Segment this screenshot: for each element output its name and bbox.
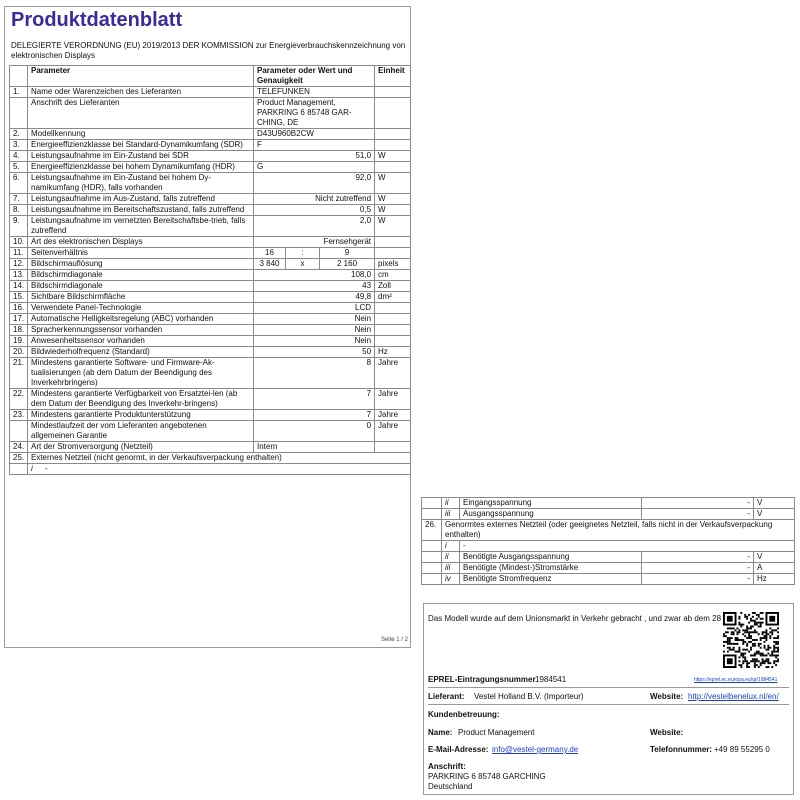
table-row	[10, 347, 411, 358]
row-unit	[375, 314, 411, 325]
row-value: 7	[254, 389, 375, 410]
row-unit	[375, 248, 411, 259]
row-number: 22.	[10, 389, 28, 410]
row-value: Nicht zutreffend	[254, 194, 375, 205]
row-label: Seitenverhältnis	[28, 248, 254, 259]
row-unit: Jahre	[375, 358, 411, 389]
address-label: Anschrift:	[428, 762, 466, 771]
row-unit	[375, 336, 411, 347]
row-value: 0,5	[254, 205, 375, 216]
row-value-1: 3 840	[254, 259, 286, 270]
row-unit: Jahre	[375, 389, 411, 410]
row-unit	[375, 237, 411, 248]
row-unit: W	[375, 151, 411, 162]
table-row	[10, 248, 411, 259]
row-label: Leistungsaufnahme im vernetzten Bereitschaftsbe-trieb, falls zutreffend	[28, 216, 254, 237]
row-number: 23.	[10, 410, 28, 421]
row-value: -	[45, 464, 48, 473]
row-label: Leistungsaufnahme im Aus-Zustand, falls zutreffend	[28, 194, 254, 205]
row-unit: W	[375, 173, 411, 194]
row-value: -	[642, 552, 754, 563]
table-row	[10, 421, 411, 442]
row-value: 50	[254, 347, 375, 358]
row-value: 43	[254, 281, 375, 292]
row-label: Benötigte Ausgangsspannung	[460, 552, 642, 563]
eprel-link[interactable]: https://eprel.ec.europa.eu/qr/1984541	[694, 677, 778, 683]
row-unit: Hz	[375, 347, 411, 358]
row-number: 26.	[422, 520, 442, 541]
table-row	[10, 442, 411, 453]
row-number: 19.	[10, 336, 28, 347]
row-unit: cm	[375, 270, 411, 281]
table-row	[10, 259, 411, 270]
row-number: 25.	[10, 453, 28, 464]
table-row	[10, 270, 411, 281]
row-unit: V	[754, 552, 795, 563]
row-label: Energieeffizienzklasse bei hohem Dynamikumfang (HDR)	[28, 162, 254, 173]
row-unit: W	[375, 216, 411, 237]
divider	[428, 704, 789, 705]
row-unit: pixels	[375, 259, 411, 270]
table-row	[10, 216, 411, 237]
market-date-text: Das Modell wurde auf dem Unionsmarkt in Verkehr gebracht , und zwar ab dem 28	[428, 614, 722, 623]
row-unit: A	[754, 563, 795, 574]
row-number: 24.	[10, 442, 28, 453]
row-number: 2.	[10, 129, 28, 140]
row-label: Energieeffizienzklasse bei Standard-Dynamikumfang (SDR)	[28, 140, 254, 151]
parameter-table	[9, 65, 411, 475]
roman-index: ii	[442, 552, 460, 563]
table-row	[10, 98, 411, 129]
row-label: Leistungsaufnahme im Ein-Zustand bei hohem Dy-namikumfang (HDR), falls vorhanden	[28, 173, 254, 194]
table-header	[10, 66, 411, 87]
row-number	[10, 421, 28, 442]
row-unit	[375, 162, 411, 173]
row-number: 9.	[10, 216, 28, 237]
power-supply-table	[421, 497, 795, 585]
row-value: F	[254, 140, 375, 151]
row-unit: dm²	[375, 292, 411, 303]
row-number: 13.	[10, 270, 28, 281]
row-number: 18.	[10, 325, 28, 336]
table-row	[10, 314, 411, 325]
table-row	[10, 129, 411, 140]
row-value: -	[460, 541, 795, 552]
row-value: 2,0	[254, 216, 375, 237]
table-row	[422, 520, 795, 541]
row-label: Spracherkennungssensor vorhanden	[28, 325, 254, 336]
row-value: D43U960B2CW	[254, 129, 375, 140]
row-value-1: 16	[254, 248, 286, 259]
page-title: Produktdatenblatt	[11, 9, 183, 31]
table-row	[10, 237, 411, 248]
divider	[428, 687, 789, 688]
qr-code-icon[interactable]	[723, 612, 779, 668]
datasheet-page-2	[421, 497, 794, 795]
row-value: Fernsehgerät	[254, 237, 375, 248]
roman-index: ii	[442, 498, 460, 509]
row-unit	[375, 129, 411, 140]
row-label: Externes Netzteil (nicht genormt, in der Verkaufsverpackung enthalten)	[28, 453, 411, 464]
table-row	[10, 336, 411, 347]
row-value: Nein	[254, 336, 375, 347]
table-row	[10, 410, 411, 421]
name-value: Product Management	[458, 728, 535, 737]
row-label: Sichtbare Bildschirmfläche	[28, 292, 254, 303]
regulation-subtitle: DELEGIERTE VERORDNUNG (EU) 2019/2013 DER KOMMISSION zur Energieverbrauchskennzeichnung von elektronischen Displays	[11, 41, 406, 60]
roman-index: iv	[442, 574, 460, 585]
row-number: 15.	[10, 292, 28, 303]
row-unit	[375, 140, 411, 151]
address-line-2: Deutschland	[428, 782, 473, 791]
table-row	[10, 140, 411, 151]
row-label: Bildwiederholfrequenz (Standard)	[28, 347, 254, 358]
table-row	[10, 389, 411, 410]
row-label: Bildschirmdiagonale	[28, 270, 254, 281]
website2-label: Website:	[650, 728, 684, 737]
row-value: 108,0	[254, 270, 375, 281]
row-label: Art des elektronischen Displays	[28, 237, 254, 248]
row-number: 5.	[10, 162, 28, 173]
row-unit: V	[754, 498, 795, 509]
page-number: Seite 1 / 2	[380, 637, 408, 643]
row-label: Benötigte (Mindest-)Stromstärke	[460, 563, 642, 574]
row-label: Bildschirmauflösung	[28, 259, 254, 270]
row-value-2: 2 160	[320, 259, 375, 270]
eprel-label: EPREL-Eintragungsnummer	[428, 675, 536, 684]
row-label: Modellkennung	[28, 129, 254, 140]
row-label: Bildschirmdiagonale	[28, 281, 254, 292]
row-number: 4.	[10, 151, 28, 162]
email-label: E-Mail-Adresse:	[428, 745, 489, 754]
row-label: Eingangsspannung	[460, 498, 642, 509]
row-value: G	[254, 162, 375, 173]
row-label: Mindestens garantierte Verfügbarkeit von Ersatztei-len (ab dem Datum der Beendigung des Inverkehr-bringens)	[28, 389, 254, 410]
row-label: Automatische Helligkeitsregelung (ABC) vorhanden	[28, 314, 254, 325]
row-number: 14.	[10, 281, 28, 292]
row-unit	[375, 325, 411, 336]
row-number: 7.	[10, 194, 28, 205]
supplier-label: Lieferant:	[428, 692, 465, 701]
table-row	[422, 509, 795, 520]
row-label: Benötigte Stromfrequenz	[460, 574, 642, 585]
row-label: Mindestens garantierte Software- und Firmware-Ak-tualisierungen (ab dem Datum der Beendigung des Inverkehrbringens)	[28, 358, 254, 389]
row-value: Nein	[254, 314, 375, 325]
supplier-name: Vestel Holland B.V. (Importeur)	[474, 692, 584, 701]
table-row	[422, 541, 795, 552]
table-row	[10, 303, 411, 314]
row-unit: W	[375, 205, 411, 216]
email-link[interactable]: info@vestel-germany.de	[492, 745, 579, 754]
phone-value: +49 89 55295 0	[714, 745, 770, 754]
roman-index: i	[31, 464, 33, 473]
roman-index: iii	[442, 509, 460, 520]
roman-index: iii	[442, 563, 460, 574]
header-unit: Einheit	[375, 66, 411, 87]
row-value: -	[642, 574, 754, 585]
row-value: 7	[254, 410, 375, 421]
row-unit	[375, 303, 411, 314]
table-row	[10, 87, 411, 98]
row-value-2: 9	[320, 248, 375, 259]
supplier-info-box	[423, 603, 794, 795]
table-row	[422, 563, 795, 574]
row-value: -	[642, 498, 754, 509]
header-parameter: Parameter	[28, 66, 254, 87]
row-unit: Jahre	[375, 421, 411, 442]
row-label: Art der Stromversorgung (Netzteil)	[28, 442, 254, 453]
row-number: 12.	[10, 259, 28, 270]
row-number: 11.	[10, 248, 28, 259]
row-label: Leistungsaufnahme im Ein-Zustand bei SDR	[28, 151, 254, 162]
table-row	[10, 325, 411, 336]
row-label: Mindestlaufzeit der vom Lieferanten angebotenen allgemeinen Garantie	[28, 421, 254, 442]
row-number: 3.	[10, 140, 28, 151]
row-label: Anwesenheitssensor vorhanden	[28, 336, 254, 347]
table-row	[10, 205, 411, 216]
roman-index: i	[442, 541, 460, 552]
table-row	[10, 358, 411, 389]
row-unit: W	[375, 194, 411, 205]
row-number: 16.	[10, 303, 28, 314]
row-value: Nein	[254, 325, 375, 336]
row-number: 1.	[10, 87, 28, 98]
row-number: 8.	[10, 205, 28, 216]
row-unit: Zoll	[375, 281, 411, 292]
row-value: Intern	[254, 442, 375, 453]
row-unit	[375, 98, 411, 129]
row-separator: :	[286, 248, 320, 259]
row-value: TELEFUNKEN	[254, 87, 375, 98]
sub-row	[28, 464, 411, 475]
row-label: Ausgangsspannung	[460, 509, 642, 520]
table-row	[10, 162, 411, 173]
row-label: Name oder Warenzeichen des Lieferanten	[28, 87, 254, 98]
row-value: -	[642, 563, 754, 574]
row-separator: x	[286, 259, 320, 270]
row-value: -	[642, 509, 754, 520]
table-row	[10, 194, 411, 205]
row-number: 17.	[10, 314, 28, 325]
datasheet-page-1	[4, 6, 411, 648]
customer-service-label: Kundenbetreuung:	[428, 710, 500, 719]
row-value: 49,8	[254, 292, 375, 303]
eprel-number: 1984541	[535, 675, 567, 684]
row-value: 8	[254, 358, 375, 389]
row-value: 92,0	[254, 173, 375, 194]
row-label: Mindestens garantierte Produktunterstützung	[28, 410, 254, 421]
phone-label: Telefonnummer:	[650, 745, 713, 754]
table-row	[10, 281, 411, 292]
website-label: Website:	[650, 692, 684, 701]
table-row	[10, 464, 411, 475]
website-link[interactable]: http://vestelbenelux.nl/en/	[688, 692, 779, 701]
table-row	[422, 498, 795, 509]
table-row	[10, 151, 411, 162]
row-unit	[375, 87, 411, 98]
row-number	[10, 98, 28, 129]
table-row	[10, 453, 411, 464]
row-label: Leistungsaufnahme im Bereitschaftszustand, falls zutreffend	[28, 205, 254, 216]
row-number: 6.	[10, 173, 28, 194]
row-value: 51,0	[254, 151, 375, 162]
row-value: LCD	[254, 303, 375, 314]
row-unit: Jahre	[375, 410, 411, 421]
row-label: Verwendete Panel-Technologie	[28, 303, 254, 314]
table-row	[10, 292, 411, 303]
header-value: Parameter oder Wert und Genauigkeit	[254, 66, 375, 87]
table-row	[422, 552, 795, 563]
row-value: 0	[254, 421, 375, 442]
table-row	[10, 173, 411, 194]
row-unit: Hz	[754, 574, 795, 585]
name-label: Name:	[428, 728, 453, 737]
row-label: Genormtes externes Netzteil (oder geeignetes Netzteil, falls nicht in der Verkaufsverpackung enthalten)	[442, 520, 795, 541]
row-value: Product Management, PARKRING 6 85748 GAR-CHING, DE	[254, 98, 375, 129]
row-number: 21.	[10, 358, 28, 389]
row-number: 20.	[10, 347, 28, 358]
row-label: Anschrift des Lieferanten	[28, 98, 254, 129]
address-line-1: PARKRING 6 85748 GARCHING	[428, 772, 546, 781]
table-row	[422, 574, 795, 585]
row-number: 10.	[10, 237, 28, 248]
row-unit: V	[754, 509, 795, 520]
row-unit	[375, 442, 411, 453]
